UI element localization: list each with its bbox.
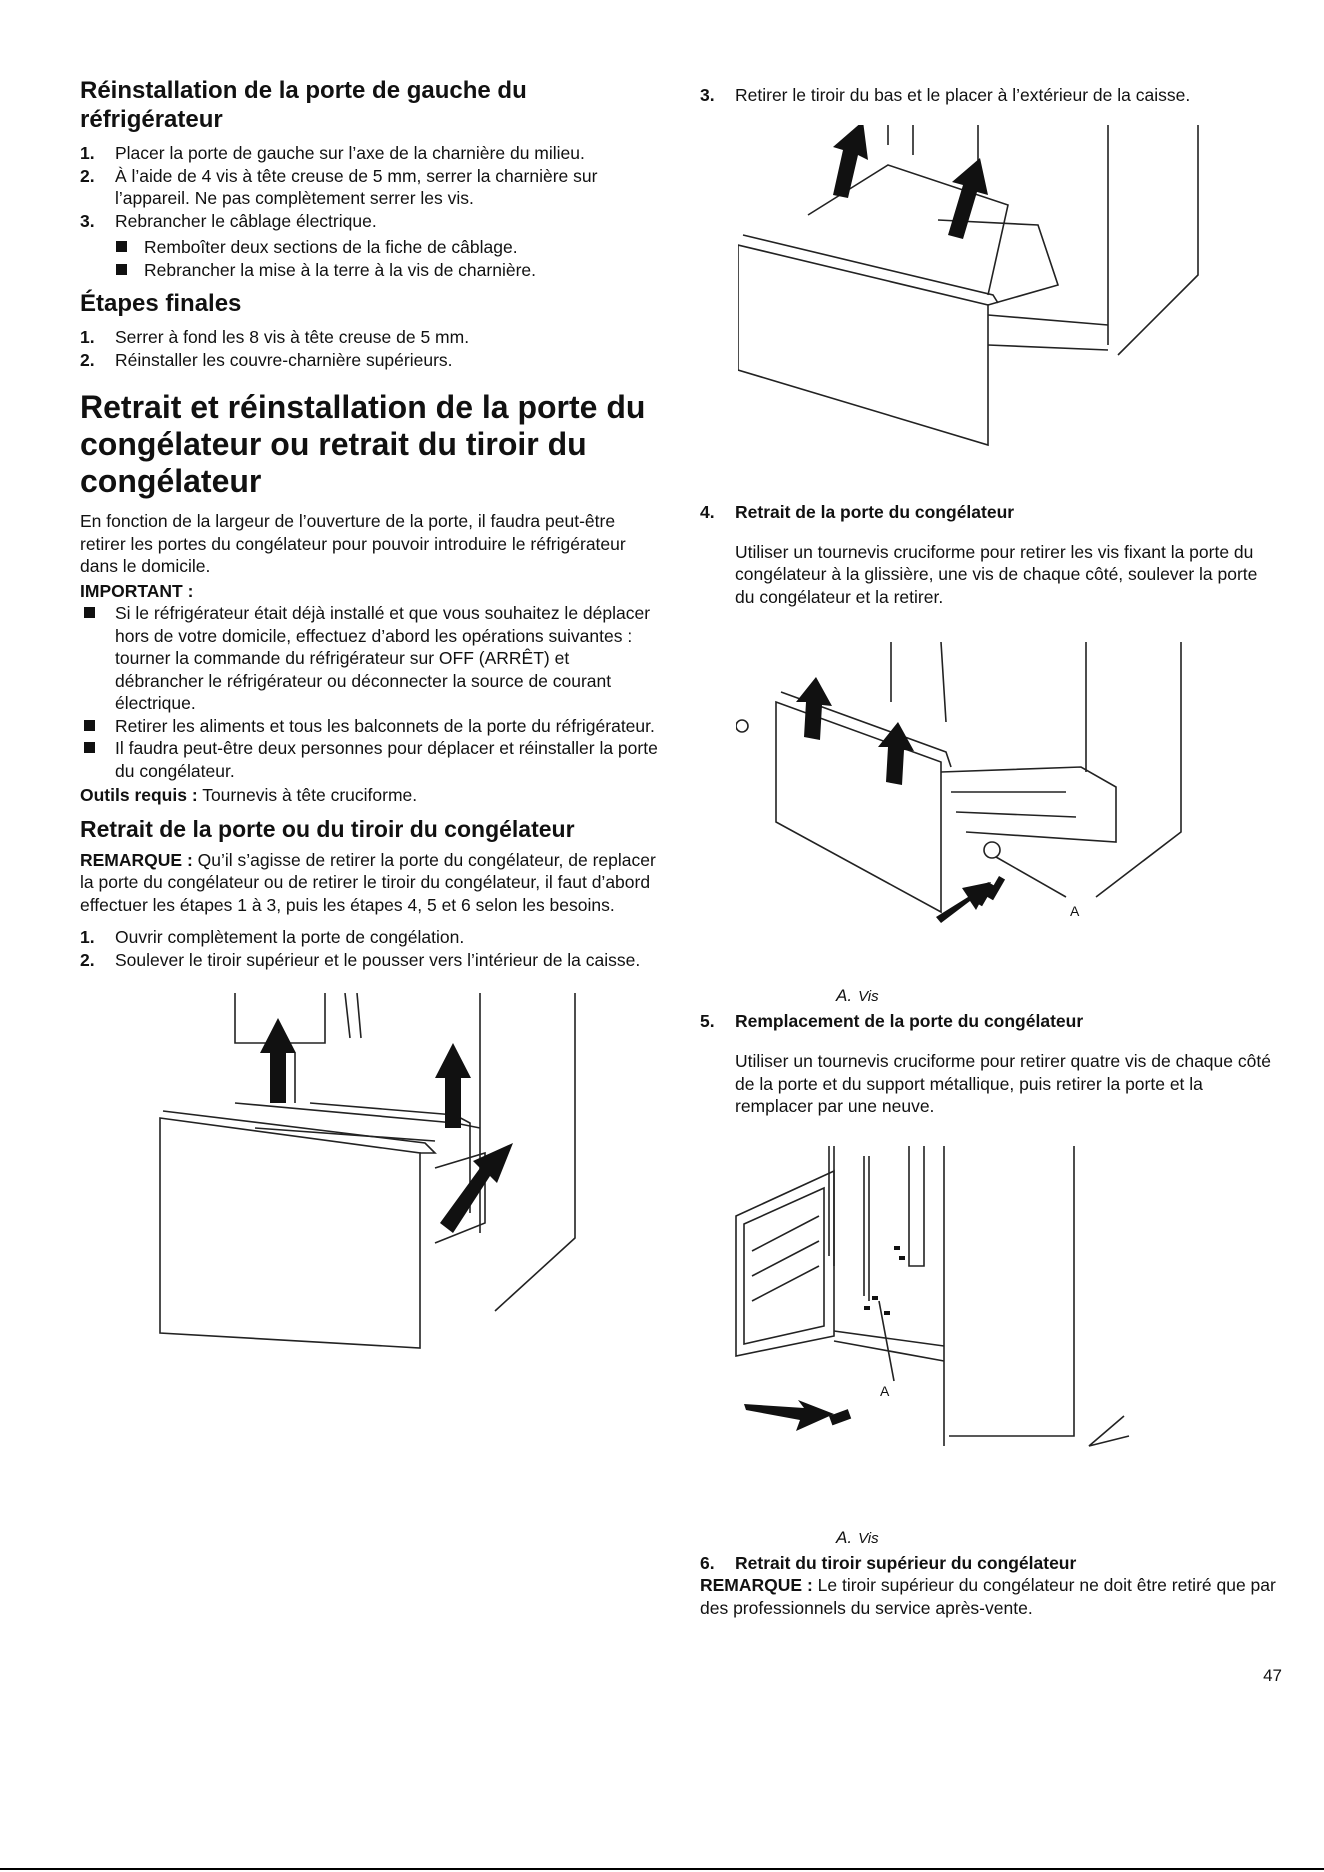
callout-a: A — [1070, 903, 1080, 919]
step-title: Retrait de la porte du congélateur — [735, 501, 1015, 522]
caption-text: Vis — [858, 1529, 879, 1547]
list-item — [80, 210, 660, 233]
step-title: Remplacement de la porte du congélateur — [735, 1011, 1084, 1031]
caption-letter: A. — [836, 1527, 853, 1547]
important-label: IMPORTANT : — [80, 580, 194, 601]
list-item — [80, 142, 660, 165]
left-column — [80, 76, 660, 1363]
tools-required — [80, 784, 660, 807]
illustration-remove-bottom-drawer — [738, 125, 1218, 485]
list-item — [80, 926, 660, 949]
step-number: 1. — [80, 927, 95, 947]
step-4 — [700, 501, 1280, 524]
step-number: 2. — [80, 949, 95, 970]
figure-caption — [836, 986, 1280, 1006]
step-number: 2. — [80, 165, 95, 186]
step-text: Retirer le tiroir du bas et le placer à l’extérieur de la caisse. — [735, 85, 1191, 105]
caption-text: Vis — [858, 988, 879, 1005]
list-item: Il faudra peut-être deux personnes pour déplacer et réinstaller la porte du congélateur. — [80, 737, 660, 782]
note-text: Le tiroir supérieur du congélateur ne doit être retiré que par des professionnels du service après-vente. — [700, 1575, 1276, 1618]
step-text: Réinstaller les couvre-charnière supérieurs. — [115, 349, 453, 370]
list-item: Rebrancher la mise à la terre à la vis de charnière. — [80, 259, 660, 282]
list-item: Retirer les aliments et tous les balconnets de la porte du réfrigérateur. — [80, 715, 660, 738]
step-text: Rebrancher le câblage électrique. — [115, 210, 377, 231]
step-text: Serrer à fond les 8 vis à tête creuse de 5 mm. — [115, 327, 470, 347]
figure-caption — [836, 1528, 1280, 1548]
right-column — [700, 84, 1280, 1619]
list-item — [80, 326, 660, 349]
reinstall-steps — [80, 142, 660, 232]
intro-paragraph: En fonction de la largeur de l’ouverture de la porte, il faudra peut-être retirer les portes du congélateur pour pouvoir introduire le réfrigérateur dans le domicile. — [80, 511, 626, 576]
important-bullets — [80, 602, 660, 782]
page-number: 47 — [1263, 1666, 1282, 1685]
heading-final-steps: Étapes finales — [80, 290, 242, 317]
step-text: À l’aide de 4 vis à tête creuse de 5 mm, serrer la charnière sur l’appareil. Ne pas complètement serrer les vis. — [115, 165, 598, 208]
step-5 — [700, 1010, 1280, 1033]
step-number: 2. — [80, 349, 95, 370]
step-number: 6. — [700, 1552, 715, 1573]
callout-a: A — [880, 1382, 890, 1399]
note-label: REMARQUE : — [80, 849, 193, 870]
list-item: Si le réfrigérateur était déjà installé et que vous souhaitez le déplacer hors de votre domicile, effectuez d’abord les opérations suivantes : tourner la commande du réfrigérateur sur OFF (ARRÊT) et débrancher le réfrigérateur ou déconnecter la source de courant électrique. — [80, 602, 660, 715]
note-label: REMARQUE : — [700, 1575, 813, 1595]
tools-label: Outils requis : — [80, 785, 198, 805]
illustration-lift-upper-drawer — [135, 993, 605, 1363]
bottom-rule — [0, 1868, 1324, 1870]
step-number: 1. — [80, 143, 95, 163]
step-text: Placer la porte de gauche sur l’axe de la charnière du milieu. — [115, 143, 585, 163]
section-title: Retrait et réinstallation de la porte du congélateur ou retrait du tiroir du congélateur — [80, 389, 646, 499]
step-6 — [700, 1552, 1280, 1575]
step-6-note — [700, 1574, 1280, 1619]
tools-text: Tournevis à tête cruciforme. — [202, 785, 418, 805]
step-3 — [700, 84, 1280, 107]
step-text: Ouvrir complètement la porte de congélation. — [115, 927, 465, 947]
step-text: Soulever le tiroir supérieur et le pousser vers l’intérieur de la caisse. — [115, 949, 641, 970]
step-number: 1. — [80, 327, 95, 347]
list-item — [80, 949, 660, 972]
illustration-remove-freezer-door — [736, 642, 1206, 972]
step-number: 5. — [700, 1011, 715, 1031]
list-item — [80, 349, 660, 372]
list-item — [80, 165, 660, 210]
step-number: 3. — [80, 210, 95, 231]
step-4-text: Utiliser un tournevis cruciforme pour retirer les vis fixant la porte du congélateur à la glissière, une vis de chaque côté, soulever la porte du congélateur et la retirer. — [735, 541, 1258, 607]
heading-reinstall-left-door: Réinstallation de la porte de gauche du réfrigérateur — [80, 77, 527, 133]
step-number: 4. — [700, 501, 715, 522]
step-5-text: Utiliser un tournevis cruciforme pour retirer quatre vis de chaque côté de la porte et du support métallique, puis retirer la porte et la remplacer par une neuve. — [735, 1051, 1271, 1116]
removal-note — [80, 849, 660, 917]
removal-steps — [80, 926, 660, 971]
note-text: Qu’il s’agisse de retirer la porte du congélateur, de replacer la porte du congélateur ou de retirer le tiroir du congélateur, il faut d’abord effectuer les étapes 1 à 3, puis les étapes 4, 5 et 6 selon les besoins. — [80, 849, 656, 915]
illustration-replace-freezer-door — [734, 1146, 1204, 1506]
step-title: Retrait du tiroir supérieur du congélateur — [735, 1552, 1077, 1573]
heading-removal: Retrait de la porte ou du tiroir du congélateur — [80, 815, 575, 842]
list-item: Remboîter deux sections de la fiche de câblage. — [80, 236, 660, 259]
caption-letter: A. — [836, 986, 853, 1005]
reinstall-sub-bullets — [80, 236, 660, 281]
step-number: 3. — [700, 85, 715, 105]
final-steps — [80, 326, 660, 371]
